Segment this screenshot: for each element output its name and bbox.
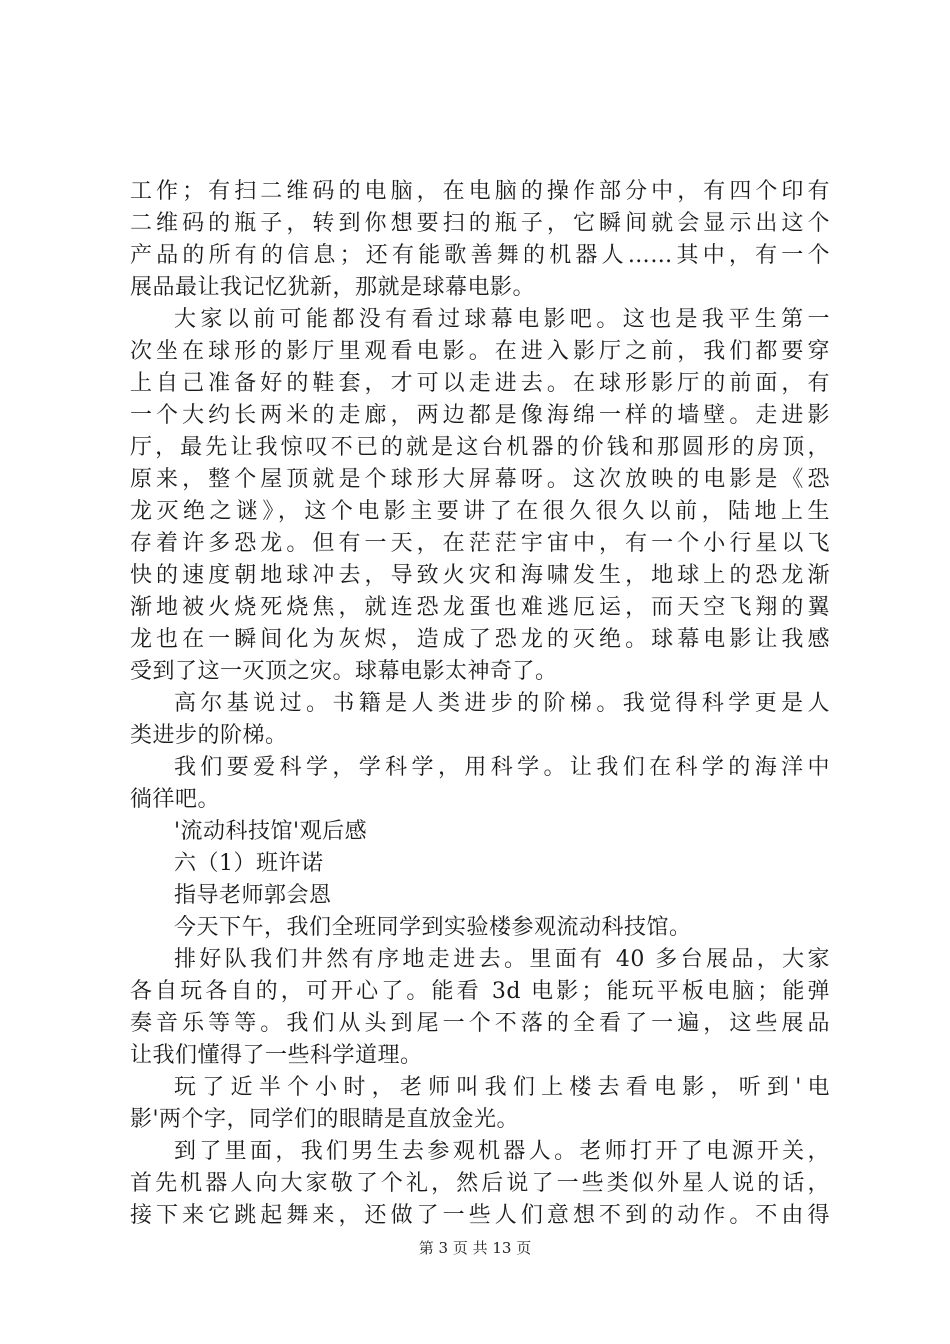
text-line: 徜徉吧。 bbox=[130, 787, 221, 812]
text-line: 上自己准备好的鞋套，才可以走进去。在球形影厅的前面，有 bbox=[130, 371, 830, 396]
text-line: 渐地被火烧死烧焦，就连恐龙蛋也难逃厄运，而天空飞翔的翼 bbox=[130, 595, 830, 620]
text-line: 一个大约长两米的走廊，两边都是像海绵一样的墙壁。走进影 bbox=[130, 403, 830, 428]
text-line: 我们要爱科学，学科学，用科学。让我们在科学的海洋中 bbox=[174, 755, 830, 780]
document-body bbox=[130, 176, 830, 1232]
text-line: 二维码的瓶子，转到你想要扫的瓶子，它瞬间就会显示出这个 bbox=[130, 211, 830, 236]
text-line: 大家以前可能都没有看过球幕电影吧。这也是我平生第一 bbox=[174, 307, 830, 332]
text-line: 展品最让我记忆犹新，那就是球幕电影。 bbox=[130, 275, 536, 300]
text-line: 快的速度朝地球冲去，导致火灾和海啸发生，地球上的恐龙渐 bbox=[130, 563, 830, 588]
text-line: 排好队我们井然有序地走进去。里面有 40 多台展品，大家 bbox=[174, 947, 830, 972]
text-line: 首先机器人向大家敬了个礼，然后说了一些类似外星人说的话， bbox=[130, 1171, 830, 1196]
text-line: 龙灭绝之谜》，这个电影主要讲了在很久很久以前，陆地上生 bbox=[130, 499, 830, 524]
text-line: 产品的所有的信息；还有能歌善舞的机器人……其中，有一个 bbox=[130, 243, 830, 268]
page-footer: 第 3 页 共 13 页 bbox=[418, 1239, 532, 1257]
text-line: 玩了近半个小时，老师叫我们上楼去看电影，听到'电 bbox=[174, 1075, 830, 1100]
text-line: 厅，最先让我惊叹不已的就是这台机器的价钱和那圆形的房顶， bbox=[130, 435, 830, 460]
text-line: 受到了这一灭顶之灾。球幕电影太神奇了。 bbox=[130, 659, 558, 684]
text-line: 今天下午，我们全班同学到实验楼参观流动科技馆。 bbox=[174, 915, 692, 940]
text-line: 各自玩各自的，可开心了。能看 3d 电影；能玩平板电脑；能弹 bbox=[130, 979, 830, 1004]
text-line: 让我们懂得了一些科学道理。 bbox=[130, 1043, 423, 1068]
text-line: 工作；有扫二维码的电脑，在电脑的操作部分中，有四个印有 bbox=[130, 179, 830, 204]
text-line: 六（1）班许诺 bbox=[174, 851, 324, 876]
text-line: 高尔基说过。书籍是人类进步的阶梯。我觉得科学更是人 bbox=[174, 691, 830, 716]
text-line: 类进步的阶梯。 bbox=[130, 723, 288, 748]
text-line: 影'两个字，同学们的眼睛是直放金光。 bbox=[130, 1107, 520, 1132]
text-line: 次坐在球形的影厅里观看电影。在进入影厅之前，我们都要穿 bbox=[130, 339, 830, 364]
text-line: 龙也在一瞬间化为灰烬，造成了恐龙的灭绝。球幕电影让我感 bbox=[130, 627, 830, 652]
text-line: 存着许多恐龙。但有一天，在茫茫宇宙中，有一个小行星以飞 bbox=[130, 531, 830, 556]
text-line: 接下来它跳起舞来，还做了一些人们意想不到的动作。不由得 bbox=[130, 1203, 830, 1228]
text-line: 奏音乐等等。我们从头到尾一个不落的全看了一遍，这些展品 bbox=[130, 1011, 830, 1036]
text-line: 指导老师郭会恩 bbox=[174, 883, 332, 908]
text-line: 到了里面，我们男生去参观机器人。老师打开了电源开关， bbox=[174, 1139, 830, 1164]
text-line: 原来，整个屋顶就是个球形大屏幕呀。这次放映的电影是《恐 bbox=[130, 467, 830, 492]
text-line: '流动科技馆'观后感 bbox=[174, 819, 368, 844]
